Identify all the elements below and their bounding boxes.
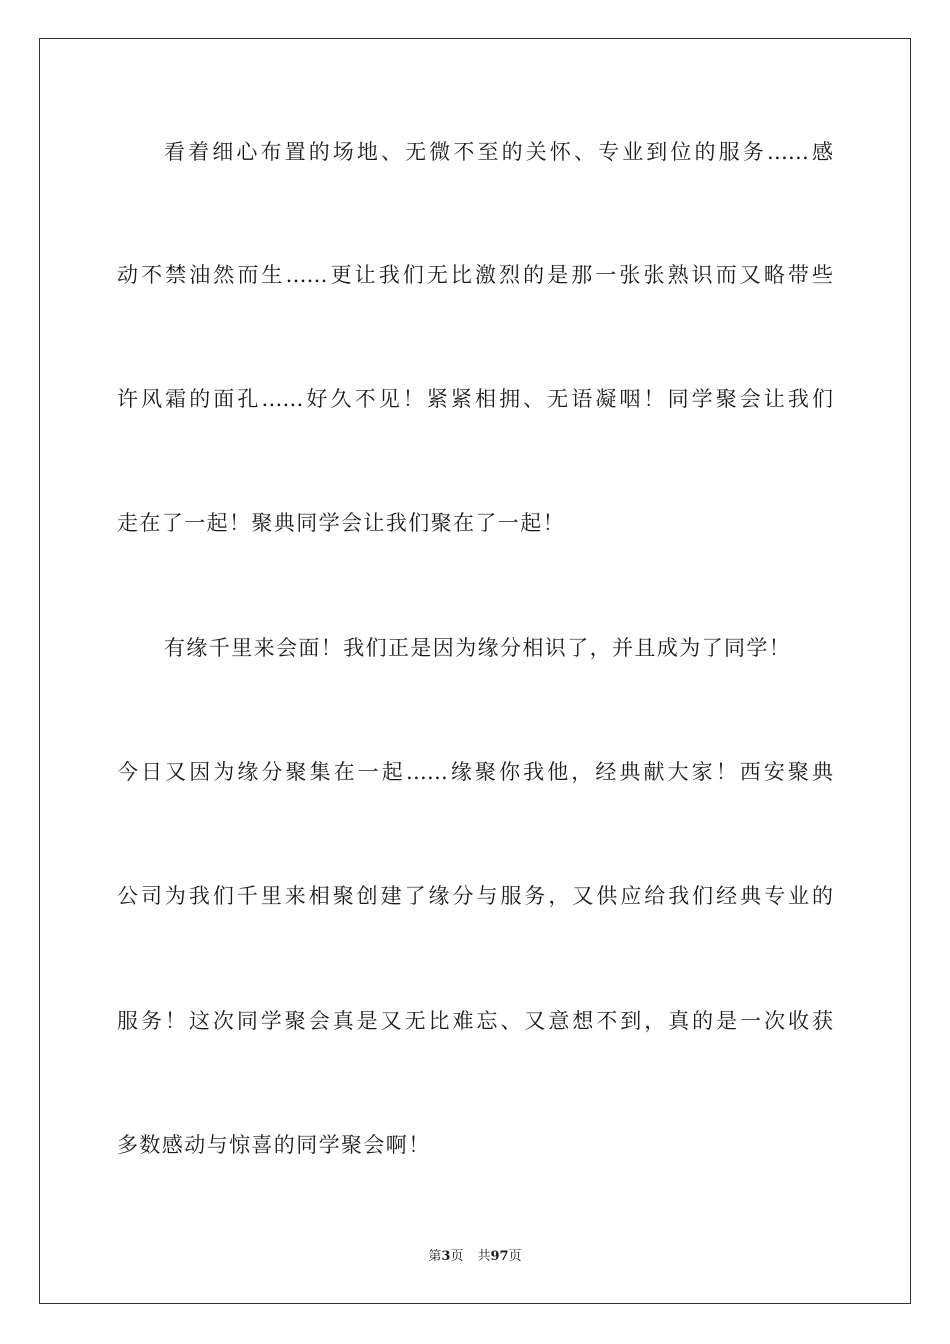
paragraph-2-line-5: 多数感动与惊喜的同学聚会啊！ [117, 1133, 431, 1157]
paragraph-1-line-4: 走在了一起！聚典同学会让我们聚在了一起！ [117, 511, 565, 535]
footer-total-prefix: 共 [477, 1249, 491, 1264]
paragraph-2-line-2: 今日又因为缘分聚集在一起……缘聚你我他，经典献大家！西安聚典 [117, 760, 833, 784]
footer-total-suffix: 页 [508, 1249, 522, 1264]
paragraph-1-line-3: 许风霜的面孔……好久不见！紧紧相拥、无语凝咽！同学聚会让我们 [117, 387, 833, 411]
paragraph-1-line-2: 动不禁油然而生……更让我们无比激烈的是那一张张熟识而又略带些 [117, 263, 833, 287]
paragraph-1-line-1: 看着细心布置的场地、无微不至的关怀、专业到位的服务……感 [164, 140, 833, 164]
footer-page-prefix: 第 [428, 1249, 442, 1264]
footer-total-number: 97 [490, 1249, 509, 1264]
footer-page-suffix: 页 [450, 1249, 464, 1264]
page-border [39, 38, 911, 1304]
page-footer [0, 1248, 950, 1266]
footer-page-number: 3 [441, 1249, 451, 1264]
paragraph-2-line-1: 有缘千里来会面！我们正是因为缘分相识了，并且成为了同学！ [164, 636, 792, 660]
paragraph-2-line-3: 公司为我们千里来相聚创建了缘分与服务，又供应给我们经典专业的 [117, 884, 833, 908]
paragraph-2-line-4: 服务！这次同学聚会真是又无比难忘、又意想不到，真的是一次收获 [117, 1009, 833, 1033]
